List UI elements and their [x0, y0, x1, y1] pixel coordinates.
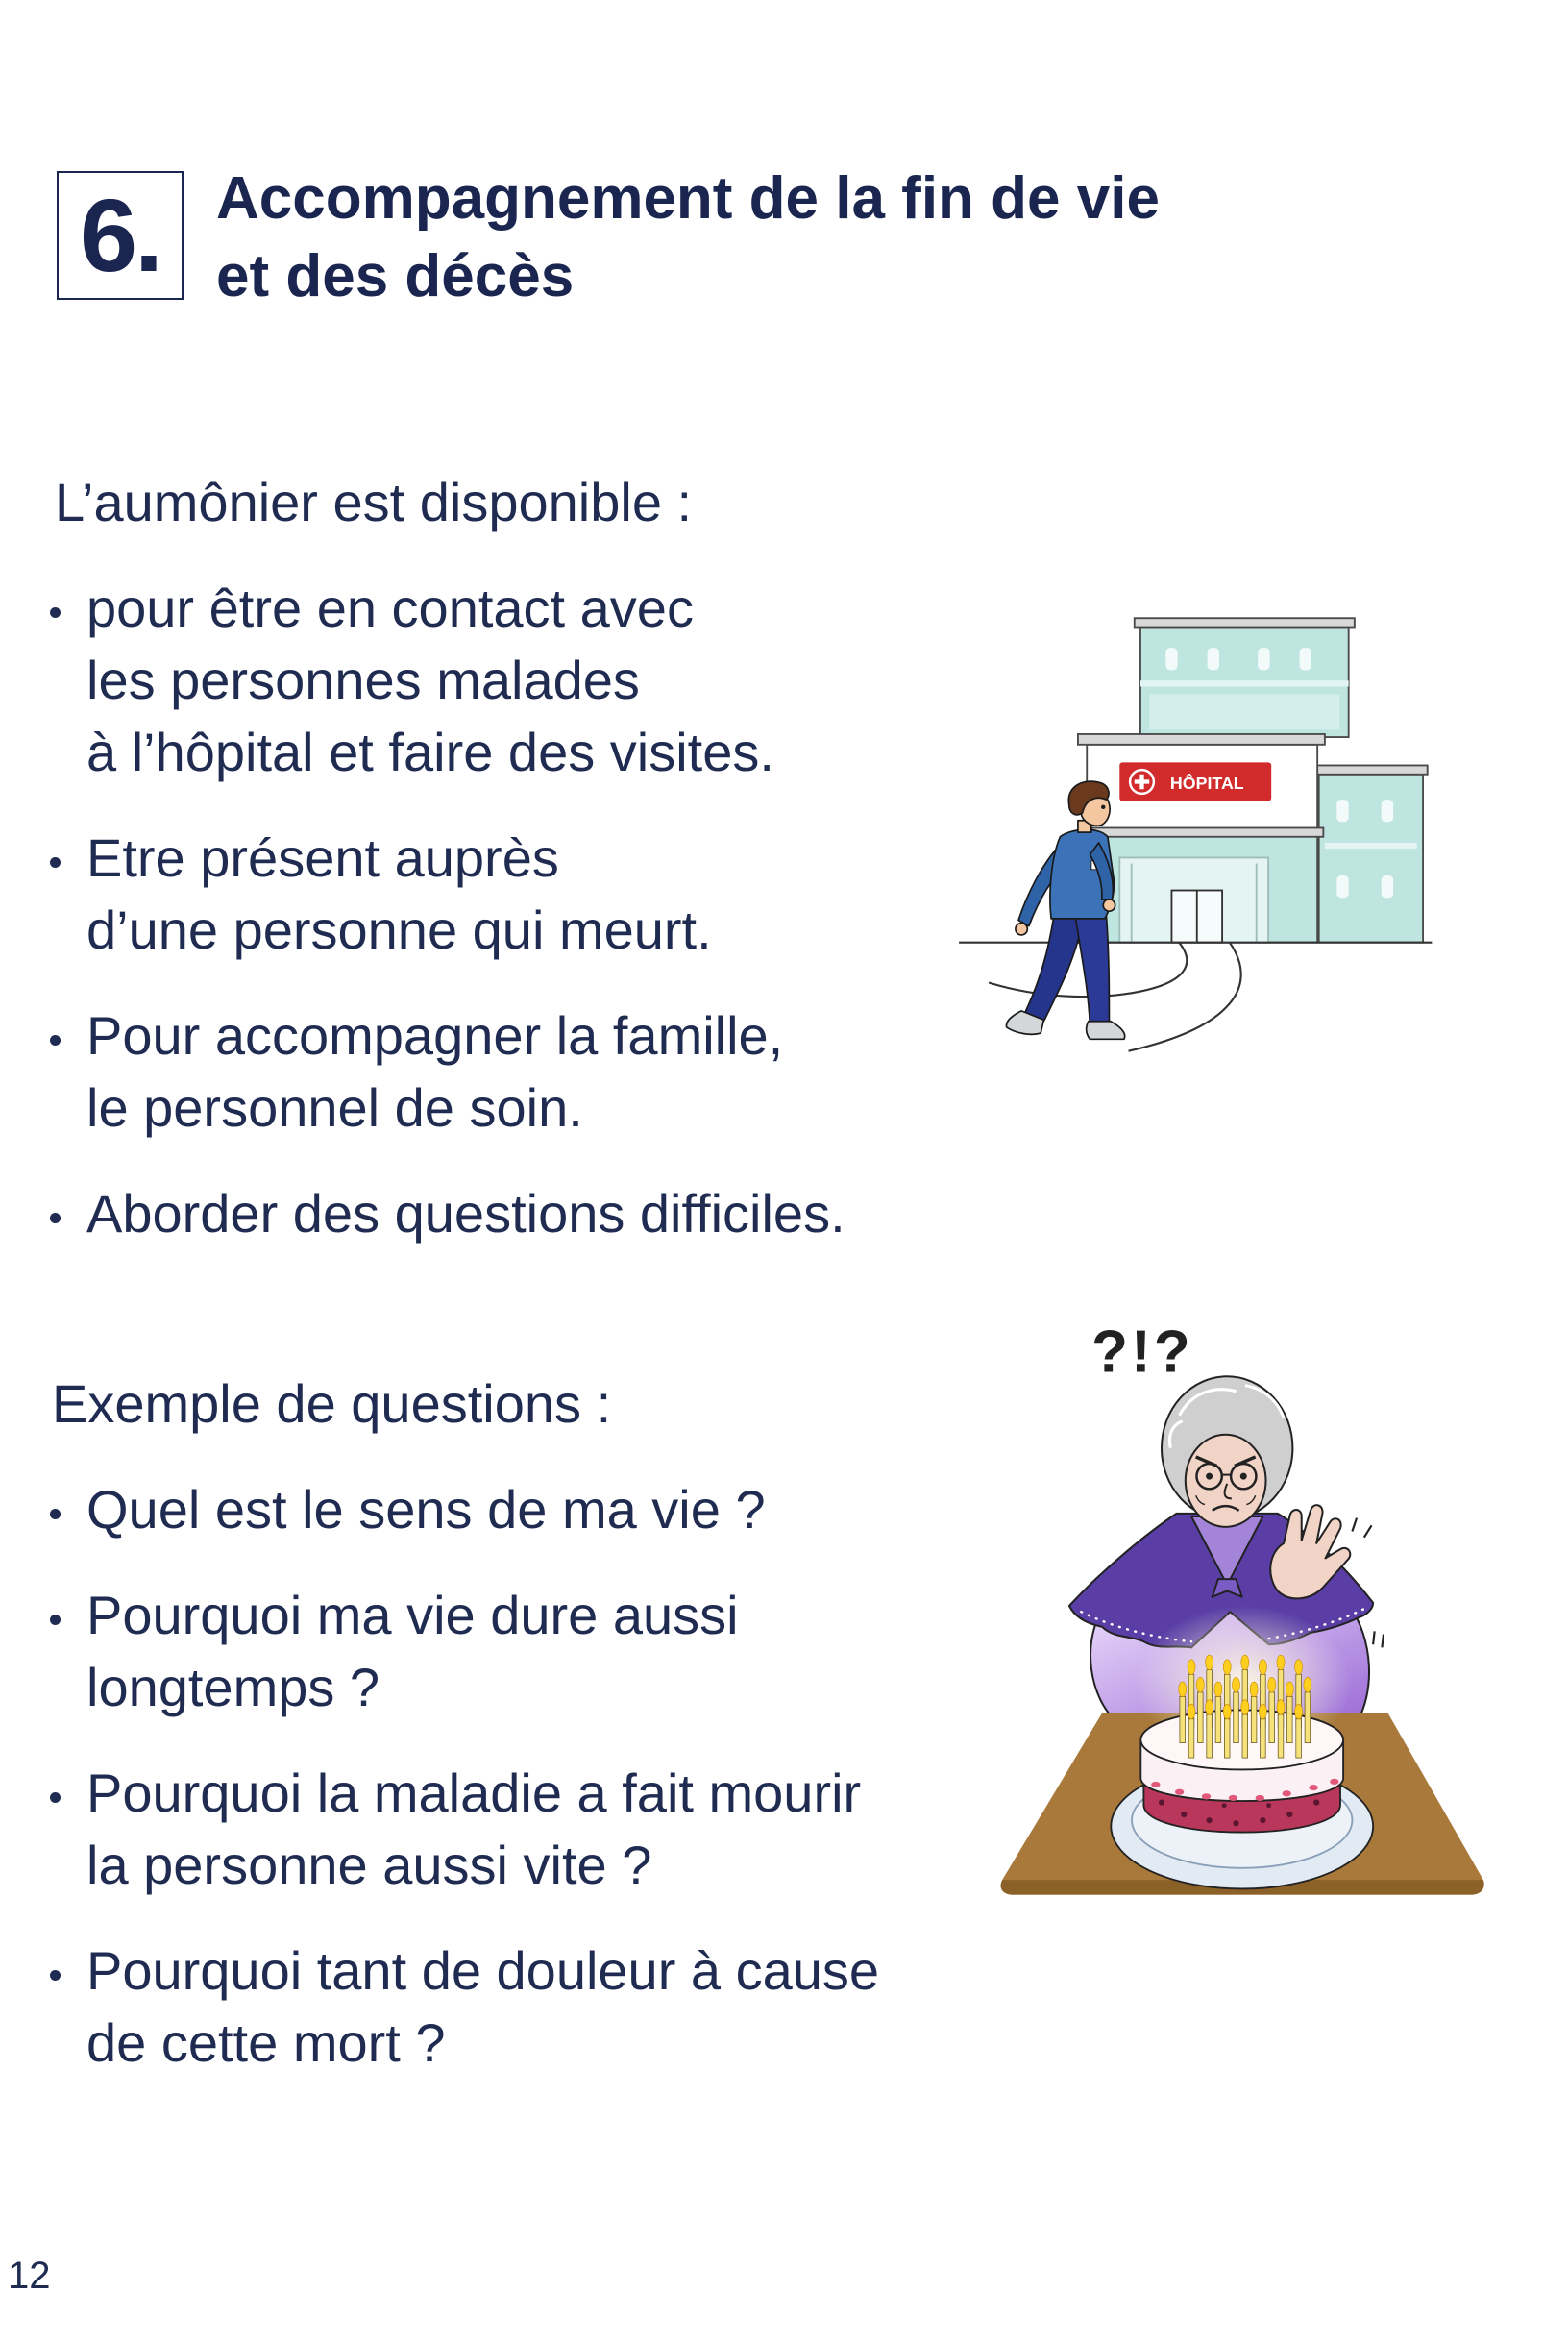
candle-flame: [1206, 1700, 1213, 1714]
list-item: [50, 822, 845, 966]
candle-flame: [1241, 1655, 1249, 1669]
examples-heading: Exemple de questions :: [52, 1373, 612, 1434]
questions-list: [50, 1473, 879, 2112]
list-item-line: la personne aussi vite ?: [86, 1835, 652, 1895]
list-item: [50, 572, 845, 788]
bullet-dot: [50, 1213, 61, 1223]
list-item-line: pour être en contact avec: [86, 578, 694, 638]
hospital-illustration: [956, 615, 1436, 1057]
candle: [1234, 1692, 1239, 1743]
candle: [1251, 1697, 1257, 1743]
section-number: 6.: [79, 177, 161, 293]
list-item-line: Pourquoi ma vie dure aussi: [86, 1585, 739, 1645]
section-title-line: Accompagnement de la fin de vie: [216, 165, 1160, 232]
candle-flame: [1188, 1704, 1195, 1718]
list-item: [50, 1935, 879, 2079]
chaplain-roles-list: [50, 572, 845, 1283]
candle: [1287, 1697, 1293, 1743]
candle-flame: [1286, 1682, 1293, 1696]
hospital-sign: [1119, 762, 1271, 801]
red-cross-icon: [1130, 770, 1154, 794]
bullet-dot: [50, 607, 61, 618]
bullet-dot: [50, 1970, 61, 1981]
list-item: [50, 1757, 879, 1901]
candle-flame: [1277, 1700, 1285, 1714]
list-item: [50, 1473, 879, 1545]
list-item: [50, 999, 845, 1144]
candle: [1215, 1697, 1221, 1743]
list-item-line: les personnes malades: [86, 650, 640, 710]
candle-flame: [1196, 1677, 1204, 1691]
walking-man: [1006, 781, 1124, 1039]
list-item-line: à l’hôpital et faire des visites.: [86, 722, 774, 782]
list-item-line: Etre présent auprès: [86, 827, 559, 888]
bullet-dot: [50, 1792, 61, 1803]
bullet-dot: [50, 1615, 61, 1625]
candle-flame: [1223, 1704, 1231, 1718]
candle: [1269, 1692, 1275, 1743]
elderly-woman-cake-illustration: [990, 1293, 1489, 1912]
list-item: [50, 1177, 845, 1249]
candle: [1278, 1714, 1284, 1758]
section-number-box: [57, 171, 184, 300]
candle: [1180, 1697, 1186, 1743]
candle-flame: [1277, 1655, 1285, 1669]
candle-flame: [1259, 1704, 1266, 1718]
candle-flame: [1268, 1677, 1276, 1691]
candle-flame: [1232, 1677, 1239, 1691]
list-item-line: de cette mort ?: [86, 2012, 446, 2073]
bullet-dot: [50, 1035, 61, 1046]
list-item-line: Pourquoi la maladie a fait mourir: [86, 1763, 862, 1823]
candle-flame: [1304, 1677, 1311, 1691]
candle: [1242, 1714, 1248, 1758]
candle: [1188, 1719, 1194, 1758]
list-item-line: Pourquoi tant de douleur à cause: [86, 1940, 880, 2001]
section-title: [216, 160, 1160, 315]
hospital-sign-label: HÔPITAL: [1169, 774, 1244, 794]
candle: [1296, 1719, 1302, 1758]
candle-flame: [1295, 1704, 1303, 1718]
list-item-line: d’une personne qui meurt.: [86, 900, 712, 960]
candle-flame: [1214, 1682, 1222, 1696]
list-item-line: longtemps ?: [86, 1657, 380, 1717]
candle-flame: [1188, 1660, 1195, 1674]
list-item-line: Quel est le sens de ma vie ?: [86, 1479, 766, 1540]
candle-flame: [1250, 1682, 1258, 1696]
list-item-line: Pour accompagner la famille,: [86, 1005, 784, 1066]
candle: [1198, 1692, 1204, 1743]
candle-flame: [1259, 1660, 1266, 1674]
candle-flame: [1295, 1660, 1303, 1674]
list-item-line: Aborder des questions difficiles.: [86, 1183, 845, 1244]
confusion-marks: ?!?: [1091, 1319, 1193, 1386]
bullet-dot: [50, 857, 61, 868]
chaplain-intro: L’aumônier est disponible :: [55, 472, 693, 532]
list-item-line: le personnel de soin.: [86, 1077, 583, 1138]
page-number: 12: [8, 2255, 51, 2297]
candle-flame: [1206, 1655, 1213, 1669]
candle: [1224, 1719, 1230, 1758]
bullet-dot: [50, 1509, 61, 1519]
candle-flame: [1223, 1660, 1231, 1674]
section-title-line: et des décès: [216, 243, 575, 309]
candle: [1207, 1714, 1213, 1758]
candle-flame: [1179, 1682, 1187, 1696]
list-item: [50, 1579, 879, 1723]
candle-flame: [1241, 1700, 1249, 1714]
candle: [1305, 1692, 1311, 1743]
candle: [1261, 1719, 1266, 1758]
